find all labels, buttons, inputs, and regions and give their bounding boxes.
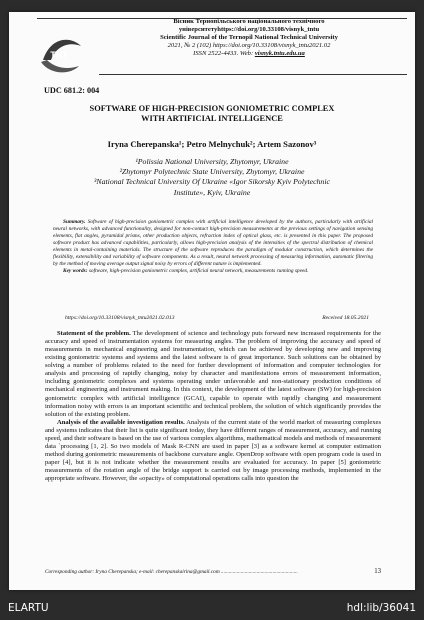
abstract-text: Software of high-precision goniometric complex with artificial intelligence developed by the authors, particularly with artificial neural networks, with advanced functionality, designed for non-contact high-precision measurements at the previous settings of navigation sensing elements, flat angles, pyramidal prisms, other production objects, refraction index of optical glass, etc. is presented in this paper. The proposed software product has advanced capabilities, particularly, allows high-precision analysis of the intensities of the spectral distribution of chemical elements in metal-containing materials. The structure of the software reproduces the paradigm of modular construction, which determines the flexibility, extensibility and variability of software components. As a result, neural network processing of measuring information, automatic filtering by the method of moving average output signal noisy by errors of different nature is implemented. — [53, 219, 373, 267]
journal-header — [37, 18, 407, 82]
paragraph-2-text: Analysis of the current state of the world market of measuring complexes and systems indicates that their list is quite significant today, they have different ranges of measurement, accuracy, and running speed, and their software is based on the use of various complex algorithms, mathematical models and methods of measurement data `processing [1, 2]. So two models of Mask R-CNN are used in paper [3] as a software kernel at computer estimation method during goniometric measurements of backbone curvature angle. OpenDrop software with open program code is used in paper [4], but it is not indicate whether the measurement results are evaluated for accuracy. In paper [5] goniometric measurements of the rotation angle of the bridge support is carried out by image processing methods, implemented in the appropriate software. However, the «opacity» of computational operations calls into question the — [45, 418, 381, 483]
udc-code: UDC 681.2: 004 — [44, 86, 100, 95]
title-line-2: WITH ARTIFICIAL INTELLIGENCE — [141, 114, 283, 124]
handle-identifier[interactable]: hdl:lib/36041 — [346, 602, 416, 614]
keywords-label: Key words: — [63, 267, 88, 274]
paragraph-2-heading: Analysis of the available investigation results. — [57, 418, 185, 426]
journal-header-text — [99, 18, 399, 58]
affiliation-3-cont: Institute», Kyiv, Ukraine — [173, 187, 251, 197]
affiliation-2: ²Zhytomyr Polytechnic State University, Zhytomyr, Ukraine — [119, 167, 305, 177]
logo-text: ТНТ — [50, 50, 68, 60]
document-page — [9, 12, 415, 590]
corresponding-author: Corresponding author: Iryna Cherepanska; e-mail: cherepanskairina@gmail.com .......................................................... — [45, 569, 298, 575]
received-date: Received 18.05.2021 — [322, 315, 369, 321]
header-line-5-prefix: ISSN 2522-4433. Web: — [193, 50, 255, 58]
journal-web-link[interactable]: visnyk.tntu.edu.ua — [254, 50, 305, 58]
repository-name: ELARTU — [8, 602, 49, 614]
header-rule-bottom — [99, 74, 407, 75]
authors: Iryna Cherepanska¹; Petro Melnychuk²; Artem Sazonov³ — [107, 139, 317, 149]
abstract — [53, 219, 373, 275]
header-line-4: 2021, № 2 (102) https://doi.org/10.33108/visnyk_tntu2021.02 — [167, 42, 331, 50]
paragraph-statement — [45, 330, 381, 419]
journal-logo — [37, 30, 85, 78]
abstract-label: Summary. — [63, 219, 86, 225]
header-line-3: Scientific Journal of the Ternopil National Technical University — [160, 34, 338, 42]
paragraph-1-text: The development of science and technology puts forward new increased requirements for the accuracy and speed of instrumentation systems for measuring angles. The problem of improving the accuracy and speed of measurements in mechanical engineering and instrumentation, which can be achieved by developing new and improving existing goniometric systems and systems and the latest software is of great importance. Such solutions can be obtained by solving a number of problems related to the need for further development of information and computer technologies for analysis and processing of rapidly changing, noisy by character and manifestations errors of measurement information, including goniometric complexes and systems operating under unfavorable and non-stationary production conditions of mechanical engineering and instrument making. In this context, the development of the latest software (SW) for high-precision goniometric complex with artificial intelligence (GCAI), capable to operate with rapidly changing and measurement information noisy with errors is an important scientific and technical problem, the solution of which significantly provides the solution of the existing problem. — [45, 330, 381, 418]
page-number: 13 — [374, 568, 381, 575]
affiliation-3: ³National Technical University Of Ukraine «Igor Sikorsky Kyiv Polytechnic — [94, 177, 330, 187]
header-line-2: університетуhttps://doi.org/10.33108/visnyk_tntu — [178, 26, 320, 34]
keywords-text: software, high-precision goniometric complex, artificial neural network, measurements running speed. — [87, 267, 309, 274]
title-line-1: SOFTWARE OF HIGH-PRECISION GONIOMETRIC COMPLEX — [89, 104, 335, 113]
header-line-1: Вісник Тернопільського національного технічного — [173, 18, 325, 25]
article-doi-link[interactable]: https://doi.org/10.33108/visnyk_tntu2021.02.013 — [65, 315, 175, 321]
article-title — [39, 104, 385, 124]
affiliation-1: ¹Polissia National University, Zhytomyr, Ukraine — [135, 157, 289, 166]
viewer-bottom-bar — [0, 594, 424, 620]
article-body — [45, 330, 381, 483]
paragraph-analysis — [45, 419, 381, 484]
affiliations — [49, 157, 375, 198]
paragraph-1-heading: Statement of the problem. — [57, 330, 131, 337]
